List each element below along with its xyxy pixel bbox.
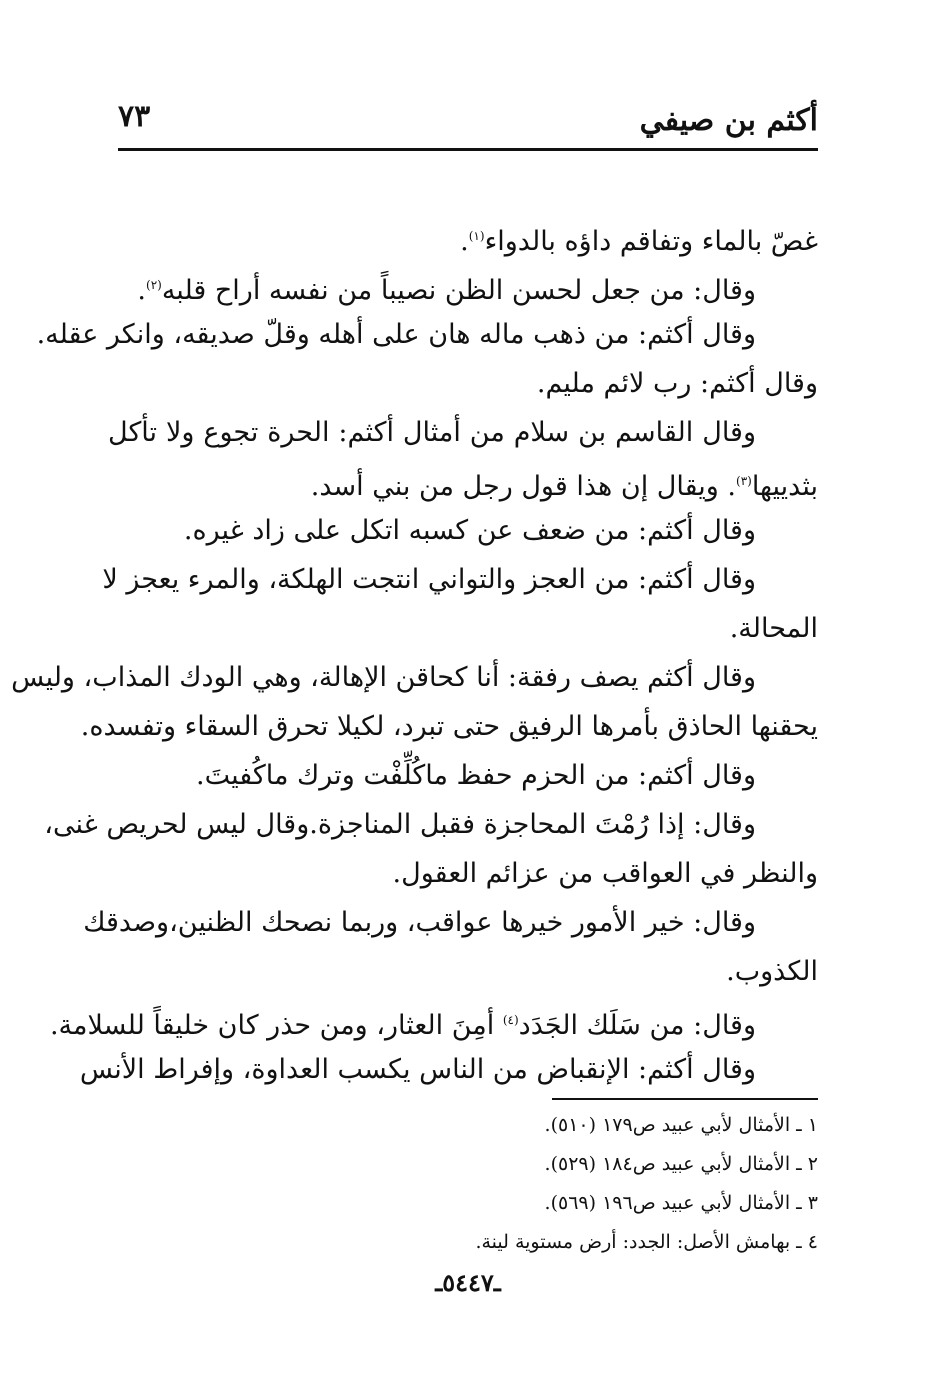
- footnote: ٢ ـ الأمثال لأبي عبيد ص١٨٤ (٥٢٩).: [544, 1153, 818, 1175]
- print-signature: ـ٥٤٤٧ـ: [435, 1268, 501, 1297]
- chapter-title: أكثم بن صيفي: [639, 103, 818, 138]
- footnote: ٣ ـ الأمثال لأبي عبيد ص١٩٦ (٥٦٩).: [544, 1192, 818, 1214]
- text-line: وقال أكثم: الإنقباض من الناس يكسب العداوة، وإفراط الأنس: [79, 1054, 756, 1085]
- text-line: يحقنها الحاذق بأمرها الرفيق حتى تبرد، لكيلا تحرق السقاء وتفسده.: [80, 711, 818, 742]
- text-line: وقال القاسم بن سلام من أمثال أكثم: الحرة تجوع ولا تأكل: [108, 417, 756, 448]
- page-header: [118, 95, 818, 145]
- text-line: وقال أكثم: من الحزم حفظ ماكُلِّفْت وترك ماكُفيتَ.: [196, 760, 756, 791]
- text-line: بثدييها$^{(٣)}$. ويقال إن هذا قول رجل من بني أسد.: [310, 471, 818, 502]
- text-line: غصّ بالماء وتفاقم داؤه بالدواء$^{(١)}$.: [460, 226, 818, 257]
- footnote: ٤ ـ بهامش الأصل: الجدد: أرض مستوية لينة.: [475, 1231, 818, 1253]
- text-line: وقال أكثم: من ذهب ماله هان على أهله وقلّ صديقه، وانكر عقله.: [36, 319, 756, 350]
- text-line: وقال: من جعل لحسن الظن نصيباً من نفسه أراح قلبه$^{(٢)}$.: [137, 275, 756, 306]
- header-rule: [118, 148, 818, 151]
- text-line: وقال أكثم يصف رفقة: أنا كحاقن الإهالة، وهي الودك المذاب، وليس: [11, 662, 756, 693]
- footnote-ref: (١): [468, 229, 485, 243]
- text-line: وقال أكثم: من العجز والتواني انتجت الهلكة، والمرء يعجز لا: [102, 564, 756, 595]
- page-number: ٧٣: [118, 99, 151, 134]
- footnote-ref: (٤): [502, 1013, 519, 1027]
- text-line: وقال: من سَلَك الجَدَد$^{(٤)}$ أمِنَ العثار، ومن حذر كان خليقاً للسلامة.: [49, 1010, 756, 1041]
- footnote-rule: [552, 1098, 818, 1100]
- text-line: وقال: إذا رُمْتَ المحاجزة فقبل المناجزة.وقال ليس لحريص غنى،: [44, 809, 756, 840]
- footnote-ref: (٢): [146, 278, 162, 292]
- text-line: والنظر في العواقب من عزائم العقول.: [392, 858, 818, 889]
- text-line: وقال: خير الأمور خيرها عواقب، وربما نصحك الظنين،وصدقك: [83, 907, 756, 938]
- text-line: وقال أكثم: رب لائم مليم.: [536, 368, 818, 399]
- footnote: ١ ـ الأمثال لأبي عبيد ص١٧٩ (٥١٠).: [544, 1114, 818, 1136]
- text-line: الكذوب.: [726, 956, 818, 987]
- footnotes: [300, 1106, 818, 1262]
- footnote-ref: (٣): [736, 474, 752, 488]
- body-text: [11, 212, 818, 1094]
- text-line: وقال أكثم: من ضعف عن كسبه اتكل على زاد غيره.: [183, 515, 756, 546]
- text-line: المحالة.: [729, 613, 818, 644]
